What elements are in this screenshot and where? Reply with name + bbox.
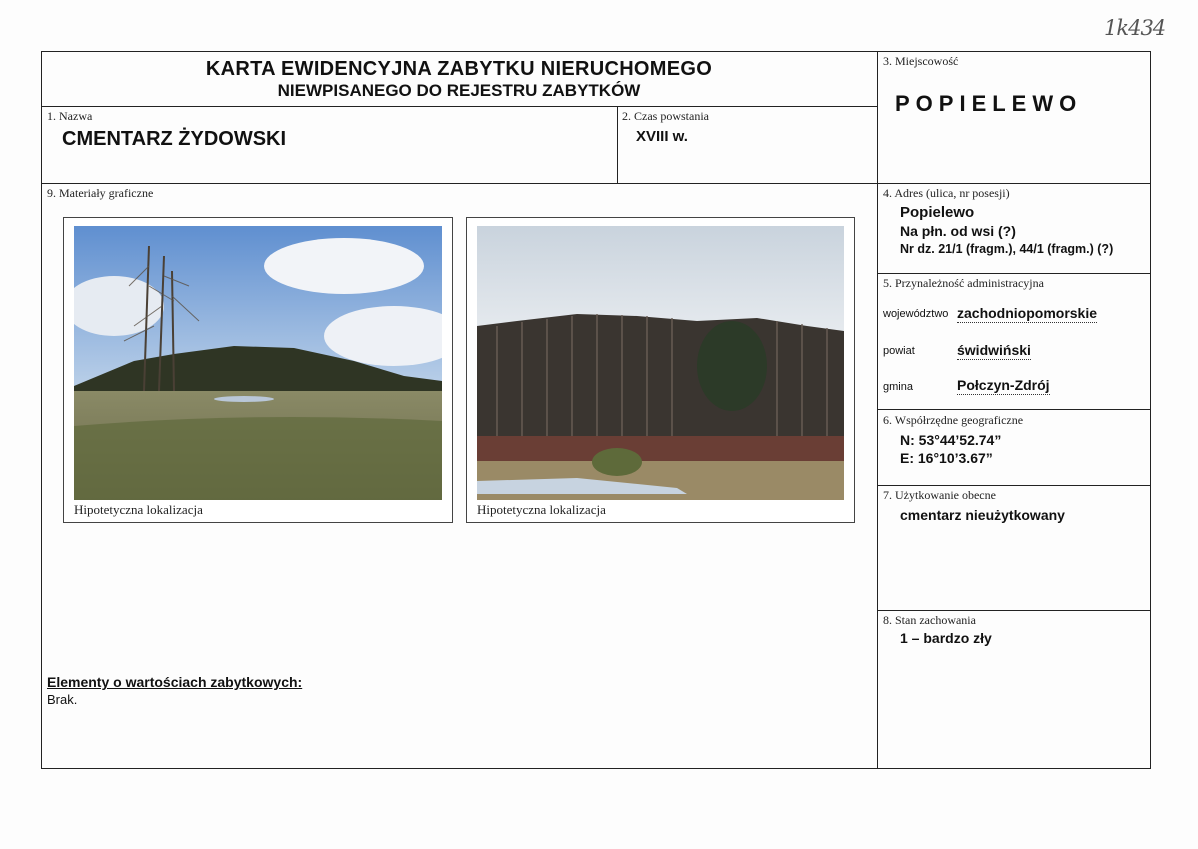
photo-frame-2 (466, 217, 855, 523)
field2-label: 2. Czas powstania (622, 109, 709, 123)
photo-caption-2: Hipotetyczna lokalizacja (477, 502, 606, 517)
field5-label: 5. Przynależność administracyjna (883, 276, 1044, 290)
field6-label: 6. Współrzędne geograficzne (883, 413, 1024, 427)
heritage-elements-value: Brak. (47, 692, 78, 707)
county-key: powiat (883, 345, 915, 357)
field8-label: 8. Stan zachowania (883, 613, 976, 627)
condition: 1 – bardzo zły (900, 630, 992, 646)
address-line-1: Popielewo (900, 204, 975, 221)
name-date-divider (617, 106, 618, 183)
field9-label: 9. Materiały graficzne (47, 186, 154, 200)
photo-forest (477, 226, 844, 500)
commune-value: Połczyn-Zdrój (957, 377, 1050, 393)
photo-meadow (74, 226, 442, 500)
coord-east: E: 16°10’3.67” (900, 450, 993, 466)
field4-divider (877, 273, 1151, 274)
header-divider (41, 106, 877, 107)
field6-divider (877, 485, 1151, 486)
address-line-2: Na płn. od wsi (?) (900, 223, 1016, 239)
form-title: KARTA EWIDENCYJNA ZABYTKU NIERUCHOMEGO (205, 58, 713, 80)
coord-north: N: 53°44’52.74” (900, 432, 1002, 448)
heritage-elements-heading: Elementy o wartościach zabytkowych: (47, 674, 303, 690)
creation-period: XVIII w. (636, 128, 688, 145)
county-value: świdwiński (957, 342, 1031, 358)
column-divider (877, 51, 878, 769)
field7-divider (877, 610, 1151, 611)
field5-divider (877, 409, 1151, 410)
object-name: CMENTARZ ŻYDOWSKI (62, 128, 287, 150)
field3-label: 3. Miejscowość (883, 54, 959, 68)
voivodeship-key: województwo (883, 308, 949, 320)
field7-label: 7. Użytkowanie obecne (883, 488, 996, 502)
form-subtitle: NIEWPISANEGO DO REJESTRU ZABYTKÓW (277, 81, 641, 100)
commune-key: gmina (883, 381, 913, 393)
locality: POPIELEWO (895, 91, 1083, 116)
field4-label: 4. Adres (ulica, nr posesji) (883, 186, 1010, 200)
photo-frame-1 (63, 217, 453, 523)
field1-label: 1. Nazwa (47, 109, 93, 123)
photo-caption-1: Hipotetyczna lokalizacja (74, 502, 203, 517)
voivodeship-value: zachodniopomorskie (957, 305, 1098, 321)
handwritten-page-number: 1k434 (1104, 16, 1166, 40)
current-use: cmentarz nieużytkowany (900, 507, 1065, 523)
address-line-3: Nr dz. 21/1 (fragm.), 44/1 (fragm.) (?) (900, 242, 1114, 256)
row1-divider (41, 183, 1151, 184)
